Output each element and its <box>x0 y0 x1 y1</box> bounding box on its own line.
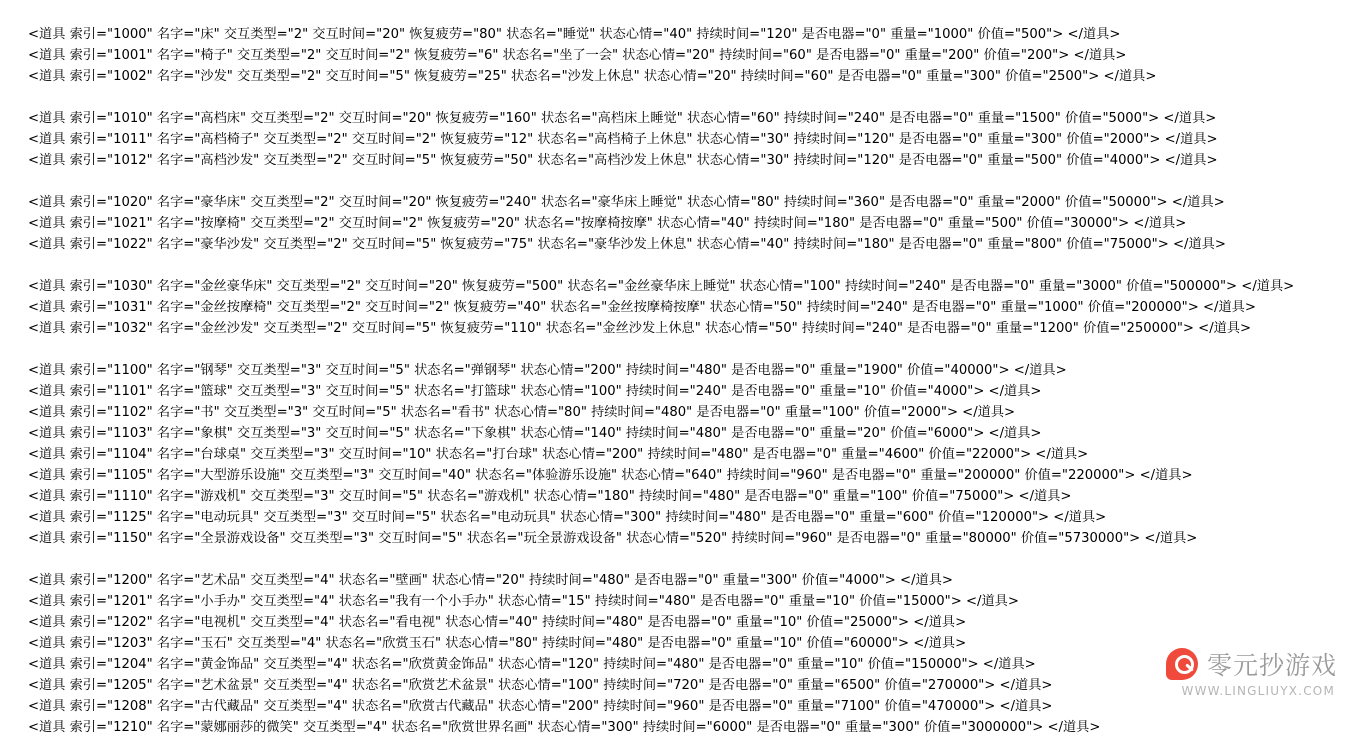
code-line-blank <box>28 339 1347 360</box>
code-line: <道具 索引="1203" 名字="玉石" 交互类型="4" 状态名="欣赏玉石" 状态心情="80" 持续时间="480" 是否电器="0" 重量="10" 价值="60000"> </道具> <box>28 636 967 651</box>
code-line: <道具 索引="1200" 名字="艺术品" 交互类型="4" 状态名="壁画" 状态心情="20" 持续时间="480" 是否电器="0" 重量="300" 价值="4000"> </道具> <box>28 573 953 588</box>
code-line: <道具 索引="1210" 名字="蒙娜丽莎的微笑" 交互类型="4" 状态名="欣赏世界名画" 状态心情="300" 持续时间="6000" 是否电器="0" 重量="300" 价值="3000000"> </道具> <box>28 720 1101 735</box>
code-line: <道具 索引="1012" 名字="高档沙发" 交互类型="2" 交互时间="5" 恢复疲劳="50" 状态名="高档沙发上休息" 状态心情="30" 持续时间="120" 是否电器="0" 重量="500" 价值="4000"> </道具> <box>28 153 1218 168</box>
watermark-url: WWW.LINGLIUYX.COM <box>1181 684 1335 698</box>
code-line: <道具 索引="1001" 名字="椅子" 交互类型="2" 交互时间="2" 恢复疲劳="6" 状态名="坐了一会" 状态心情="20" 持续时间="60" 是否电器="0" 重量="200" 价值="200"> </道具> <box>28 48 1127 63</box>
code-line: <道具 索引="1011" 名字="高档椅子" 交互类型="2" 交互时间="2" 恢复疲劳="12" 状态名="高档椅子上休息" 状态心情="30" 持续时间="120" 是否电器="0" 重量="300" 价值="2000"> </道具> <box>28 132 1218 147</box>
code-line: <道具 索引="1110" 名字="游戏机" 交互类型="3" 交互时间="5" 状态名="游戏机" 状态心情="180" 持续时间="480" 是否电器="0" 重量="100" 价值="75000"> </道具> <box>28 489 1072 504</box>
code-line: <道具 索引="1150" 名字="全景游戏设备" 交互类型="3" 交互时间="5" 状态名="玩全景游戏设备" 状态心情="520" 持续时间="960" 是否电器="0" 重量="80000" 价值="5730000"> </道具> <box>28 531 1198 546</box>
code-line: <道具 索引="1031" 名字="金丝按摩椅" 交互类型="2" 交互时间="2" 恢复疲劳="40" 状态名="金丝按摩椅按摩" 状态心情="50" 持续时间="240" 是否电器="0" 重量="1000" 价值="200000"> </道具> <box>28 300 1256 315</box>
code-line: <道具 索引="1022" 名字="豪华沙发" 交互类型="2" 交互时间="5" 恢复疲劳="75" 状态名="豪华沙发上休息" 状态心情="40" 持续时间="180" 是否电器="0" 重量="800" 价值="75000"> </道具> <box>28 237 1226 252</box>
code-line: <道具 索引="1104" 名字="台球桌" 交互类型="3" 交互时间="10" 状态名="打台球" 状态心情="200" 持续时间="480" 是否电器="0" 重量="4600" 价值="22000"> </道具> <box>28 447 1089 462</box>
code-line: <道具 索引="1032" 名字="金丝沙发" 交互类型="2" 交互时间="5" 恢复疲劳="110" 状态名="金丝沙发上休息" 状态心情="50" 持续时间="240" 是否电器="0" 重量="1200" 价值="250000"> </道具> <box>28 321 1252 336</box>
code-line: <道具 索引="1103" 名字="象棋" 交互类型="3" 交互时间="5" 状态名="下象棋" 状态心情="140" 持续时间="480" 是否电器="0" 重量="20" 价值="6000"> </道具> <box>28 426 1042 441</box>
code-line-blank <box>28 87 1347 108</box>
code-line-blank <box>28 549 1347 570</box>
code-line: <道具 索引="1105" 名字="大型游乐设施" 交互类型="3" 交互时间="40" 状态名="体验游乐设施" 状态心情="640" 持续时间="960" 是否电器="0" 重量="200000" 价值="220000"> </道具> <box>28 468 1193 483</box>
watermark-brand-text: 零元抄游戏 <box>1206 651 1337 680</box>
code-line-blank <box>28 255 1347 276</box>
code-line: <道具 索引="1000" 名字="床" 交互类型="2" 交互时间="20" 恢复疲劳="80" 状态名="睡觉" 状态心情="40" 持续时间="120" 是否电器="0" 重量="1000" 价值="500"> </道具> <box>28 27 1121 42</box>
code-line: <道具 索引="1010" 名字="高档床" 交互类型="2" 交互时间="20" 恢复疲劳="160" 状态名="高档床上睡觉" 状态心情="60" 持续时间="240" 是否电器="0" 重量="1500" 价值="5000"> </道具> <box>28 111 1217 126</box>
code-line-blank <box>28 171 1347 192</box>
code-line: <道具 索引="1102" 名字="书" 交互类型="3" 交互时间="5" 状态名="看书" 状态心情="80" 持续时间="480" 是否电器="0" 重量="100" 价值="2000"> </道具> <box>28 405 1016 420</box>
code-line: <道具 索引="1002" 名字="沙发" 交互类型="2" 交互时间="5" 恢复疲劳="25" 状态名="沙发上休息" 状态心情="20" 持续时间="60" 是否电器="0" 重量="300" 价值="2500"> </道具> <box>28 69 1157 84</box>
code-line: <道具 索引="1208" 名字="古代藏品" 交互类型="4" 状态名="欣赏古代藏品" 状态心情="200" 持续时间="960" 是否电器="0" 重量="7100" 价值="470000"> </道具> <box>28 699 1053 714</box>
code-line: <道具 索引="1201" 名字="小手办" 交互类型="4" 状态名="我有一个小手办" 状态心情="15" 持续时间="480" 是否电器="0" 重量="10" 价值="15000"> </道具> <box>28 594 1019 609</box>
code-line: <道具 索引="1030" 名字="金丝豪华床" 交互类型="2" 交互时间="20" 恢复疲劳="500" 状态名="金丝豪华床上睡觉" 状态心情="100" 持续时间="240" 是否电器="0" 重量="3000" 价值="500000"> </道具> <box>28 279 1295 294</box>
code-line: <道具 索引="1205" 名字="艺术盆景" 交互类型="4" 状态名="欣赏艺术盆景" 状态心情="100" 持续时间="720" 是否电器="0" 重量="6500" 价值="270000"> </道具> <box>28 678 1053 693</box>
code-line: <道具 索引="1204" 名字="黄金饰品" 交互类型="4" 状态名="欣赏黄金饰品" 状态心情="120" 持续时间="480" 是否电器="0" 重量="10" 价值="150000"> </道具> <box>28 657 1036 672</box>
code-line: <道具 索引="1101" 名字="篮球" 交互类型="3" 交互时间="5" 状态名="打篮球" 状态心情="100" 持续时间="240" 是否电器="0" 重量="10" 价值="4000"> </道具> <box>28 384 1042 399</box>
code-line: <道具 索引="1021" 名字="按摩椅" 交互类型="2" 交互时间="2" 恢复疲劳="20" 状态名="按摩椅按摩" 状态心情="40" 持续时间="180" 是否电器="0" 重量="500" 价值="30000"> </道具> <box>28 216 1187 231</box>
code-line: <道具 索引="1202" 名字="电视机" 交互类型="4" 状态名="看电视" 状态心情="40" 持续时间="480" 是否电器="0" 重量="10" 价值="25000"> </道具> <box>28 615 967 630</box>
code-line: <道具 索引="1125" 名字="电动玩具" 交互类型="3" 交互时间="5" 状态名="电动玩具" 状态心情="300" 持续时间="480" 是否电器="0" 重量="600" 价值="120000"> </道具> <box>28 510 1107 525</box>
code-line: <道具 索引="1020" 名字="豪华床" 交互类型="2" 交互时间="20" 恢复疲劳="240" 状态名="豪华床上睡觉" 状态心情="80" 持续时间="360" 是否电器="0" 重量="2000" 价值="50000"> </道具> <box>28 195 1225 210</box>
code-line: <道具 索引="1100" 名字="钢琴" 交互类型="3" 交互时间="5" 状态名="弹钢琴" 状态心情="200" 持续时间="480" 是否电器="0" 重量="1900" 价值="40000"> </道具> <box>28 363 1067 378</box>
